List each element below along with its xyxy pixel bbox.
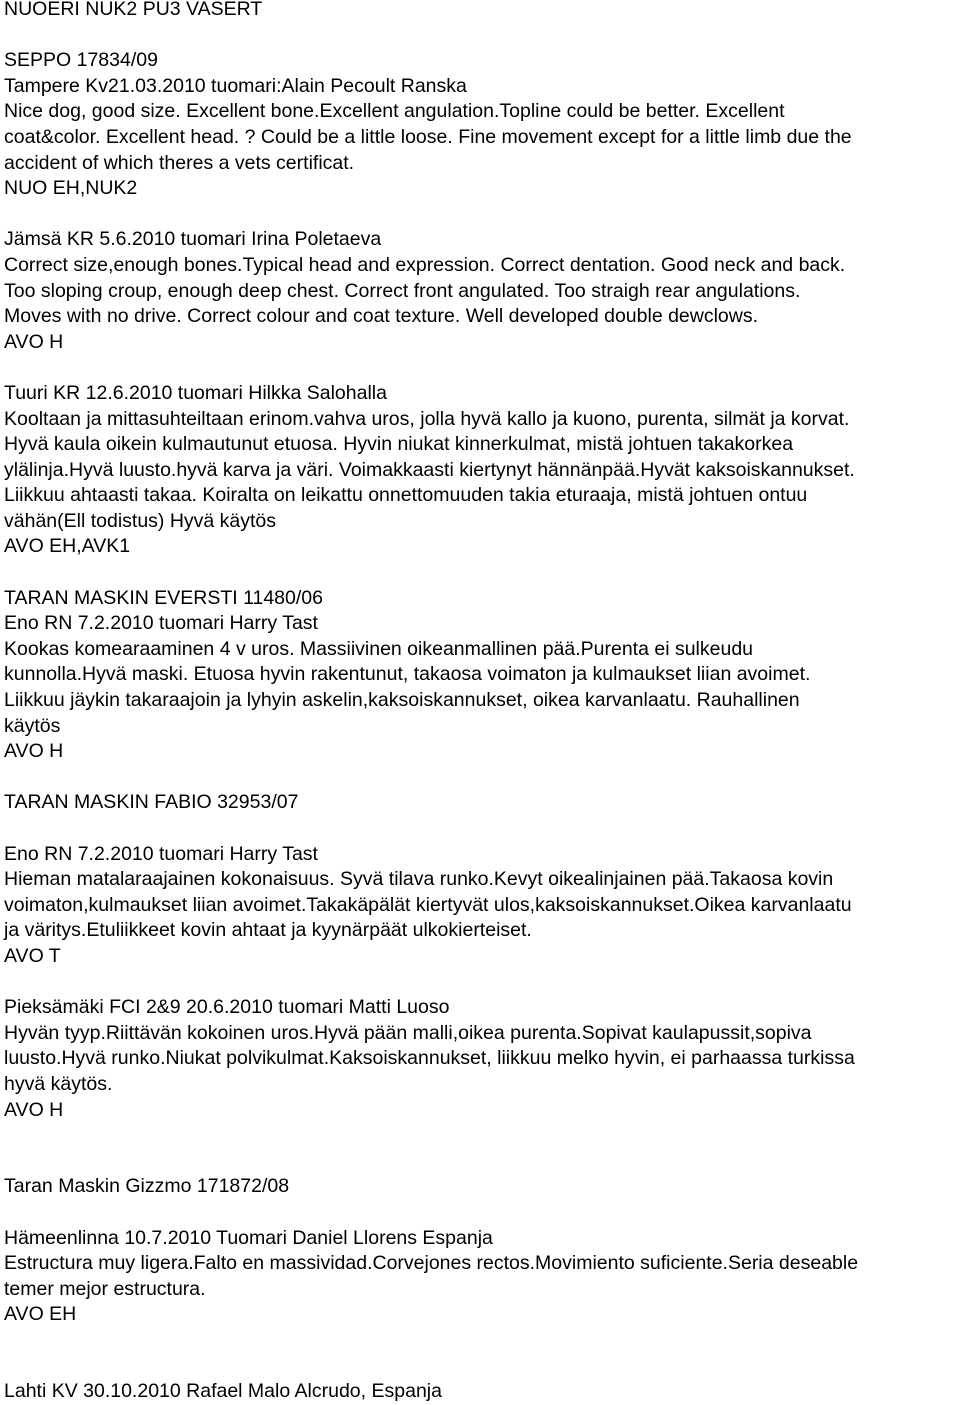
entry-text-line: AVO H [4, 740, 64, 763]
document-page [4, 0, 956, 1405]
entry-text-line: AVO EH,AVK1 [4, 535, 131, 558]
blank-line [4, 816, 956, 842]
entry-title-line: Lahti KV 30.10.2010 Rafael Malo Alcrudo, Espanja [4, 1380, 442, 1403]
entry-title-line: Hämeenlinna 10.7.2010 Tuomari Daniel Llorens Espanja [4, 1226, 493, 1249]
blank-line [4, 23, 956, 49]
entry-text-line: ja väritys.Etuliikkeet kovin ahtaat ja kyynärpäät ulkokierteiset. [4, 919, 532, 942]
entry-block [4, 995, 956, 1123]
entry-text-line: Too sloping croup, enough deep chest. Correct front angulated. Too straigh rear angulations. [4, 279, 801, 302]
entry-text-line: kunnolla.Hyvä maski. Etuosa hyvin rakentunut, takaosa voimaton ja kulmaukset liian avoimet. [4, 663, 811, 686]
entry-text-line: AVO EH [4, 1303, 77, 1326]
entry-block [4, 790, 956, 816]
entry-text-line: voimaton,kulmaukset liian avoimet.Takakäpälät kiertyvät ulos,kaksoiskannukset.Oikea karvanlaatu [4, 893, 852, 916]
entry-title-line: Eno RN 7.2.2010 tuomari Harry Tast [4, 842, 318, 865]
entry-block [4, 1379, 956, 1405]
entry-title-line: Jämsä KR 5.6.2010 tuomari Irina Poletaeva [4, 228, 382, 251]
entry-text-line: Eno RN 7.2.2010 tuomari Harry Tast [4, 612, 318, 635]
entry-title-line: TARAN MASKIN EVERSTI 11480/06 [4, 586, 323, 609]
entry-title-line: Pieksämäki FCI 2&9 20.6.2010 tuomari Matti Luoso [4, 996, 450, 1019]
entry-text-line: Hyvän tyyp.Riittävän kokoinen uros.Hyvä pään malli,oikea purenta.Sopivat kaulapussit,sopiva [4, 1021, 812, 1044]
entry-text-line: vähän(Ell todistus) Hyvä käytös [4, 509, 277, 532]
blank-line [4, 1149, 956, 1175]
entry-text-line: Kookas komearaaminen 4 v uros. Massiivinen oikeanmallinen pää.Purenta ei sulkeudu [4, 637, 754, 660]
entry-title-line: TARAN MASKIN FABIO 32953/07 [4, 791, 299, 814]
entry-text-line: hyvä käytös. [4, 1072, 113, 1095]
document-heading: NUOERI NUK2 PU3 VASERT [4, 0, 263, 20]
blank-line [4, 970, 956, 996]
entries-list [4, 48, 956, 1404]
entry-block [4, 1226, 956, 1328]
entry-block [4, 1174, 956, 1200]
blank-line [4, 1353, 956, 1379]
entry-text-line: ylälinja.Hyvä luusto.hyvä karva ja väri. Voimakkaasti kiertynyt hännänpää.Hyvät kaksoiskannukset. [4, 458, 855, 481]
blank-line [4, 765, 956, 791]
blank-line [4, 1328, 956, 1354]
entry-text-line: temer mejor estructura. [4, 1277, 206, 1300]
entry-text-line: AVO H [4, 330, 64, 353]
blank-line [4, 355, 956, 381]
entry-text-line: Nice dog, good size. Excellent bone.Excellent angulation.Topline could be better. Excellent [4, 100, 785, 123]
entry-block [4, 227, 956, 355]
entry-title-line: Taran Maskin Gizzmo 171872/08 [4, 1175, 290, 1198]
entry-title-line: Tuuri KR 12.6.2010 tuomari Hilkka Salohalla [4, 381, 387, 404]
entry-block [4, 48, 956, 202]
entry-text-line: käytös [4, 714, 61, 737]
blank-line [4, 202, 956, 228]
entry-text-line: Liikkuu jäykin takaraajoin ja lyhyin askelin,kaksoiskannukset, oikea karvanlaatu. Rauhallinen [4, 689, 800, 712]
entry-text-line: Correct size,enough bones.Typical head and expression. Correct dentation. Good neck and back. [4, 253, 846, 276]
entry-text-line: Moves with no drive. Correct colour and coat texture. Well developed double dewclows. [4, 305, 759, 328]
blank-line [4, 1123, 956, 1149]
entry-text-line: Liikkuu ahtaasti takaa. Koiralta on leikattu onnettomuuden takia eturaaja, mistä johtuen ontuu [4, 484, 808, 507]
entry-text-line: coat&color. Excellent head. ? Could be a little loose. Fine movement except for a little limb due the [4, 125, 852, 148]
entry-block [4, 381, 956, 560]
entry-text-line: Hieman matalaraajainen kokonaisuus. Syvä tilava runko.Kevyt oikealinjainen pää.Takaosa kovin [4, 868, 834, 891]
entry-text-line: Tampere Kv21.03.2010 tuomari:Alain Pecoult Ranska [4, 74, 467, 97]
entry-text-line: Estructura muy ligera.Falto en massividad.Corvejones rectos.Movimiento suficiente.Seria deseable [4, 1252, 859, 1275]
entry-text-line: luusto.Hyvä runko.Niukat polvikulmat.Kaksoiskannukset, liikkuu melko hyvin, ei parhaassa turkissa [4, 1047, 855, 1070]
entry-text-line: NUO EH,NUK2 [4, 177, 138, 200]
entry-block [4, 842, 956, 970]
entry-block [4, 586, 956, 765]
entry-text-line: Hyvä kaula oikein kulmautunut etuosa. Hyvin niukat kinnerkulmat, mistä johtuen takakorkea [4, 433, 794, 456]
blank-line [4, 1200, 956, 1226]
entry-text-line: AVO H [4, 1098, 64, 1121]
blank-line [4, 560, 956, 586]
entry-text-line: accident of which theres a vets certificat. [4, 151, 355, 174]
entry-text-line: AVO T [4, 944, 61, 967]
entry-title-line: SEPPO 17834/09 [4, 49, 158, 72]
entry-text-line: Kooltaan ja mittasuhteiltaan erinom.vahva uros, jolla hyvä kallo ja kuono, purenta, silmät ja korvat. [4, 407, 850, 430]
